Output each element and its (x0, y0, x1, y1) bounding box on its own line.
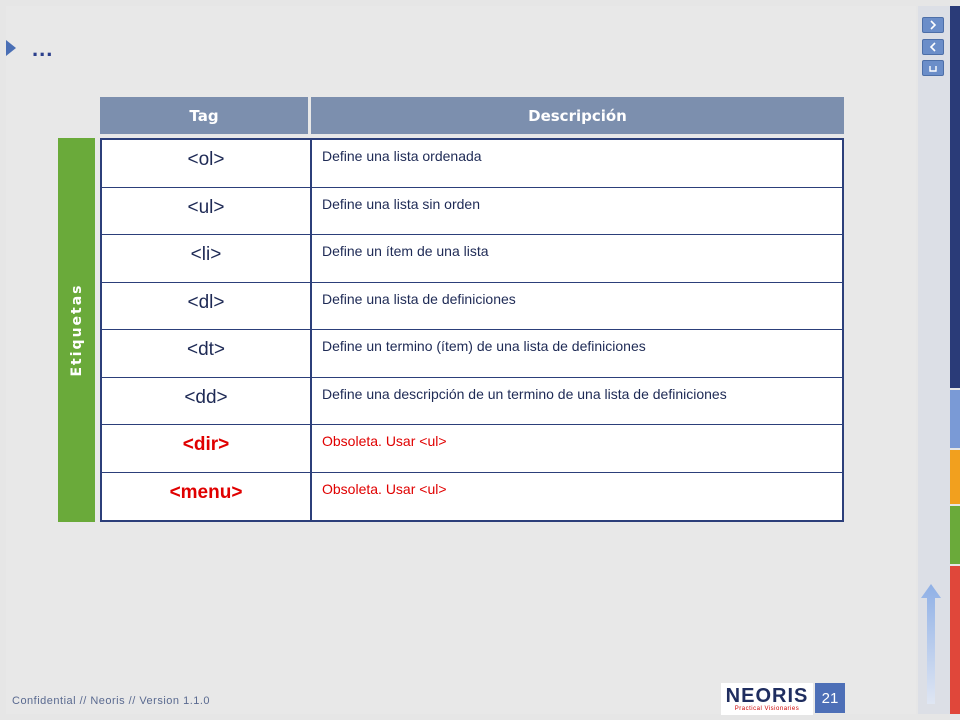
table-row (102, 378, 842, 426)
table-row-obsolete (102, 425, 842, 473)
tag-cell: <ol> (102, 140, 312, 187)
tag-cell: <dl> (102, 283, 312, 330)
footer-text: Confidential // Neoris // Version 1.1.0 (12, 695, 211, 707)
tags-table (100, 138, 844, 522)
logo-text: NEORIS (725, 685, 809, 707)
description-cell: Define un termino (ítem) de una lista de definiciones (322, 338, 646, 354)
chevron-right-icon (928, 20, 938, 30)
header-tag: Tag (100, 97, 308, 134)
table-row-obsolete (102, 473, 842, 521)
description-cell: Obsoleta. Usar <ul> (322, 480, 447, 497)
tag-cell: <dd> (102, 378, 312, 425)
accent-bar-orange (950, 450, 960, 504)
tag-cell: <menu> (102, 473, 312, 521)
table-row (102, 330, 842, 378)
table-row (102, 283, 842, 331)
chevron-left-icon (928, 42, 938, 52)
table-row (102, 235, 842, 283)
description-cell: Define una lista de definiciones (322, 290, 516, 307)
next-slide-button[interactable] (922, 17, 944, 33)
description-cell: Define un ítem de una lista (322, 243, 489, 259)
table-row (102, 140, 842, 188)
accent-bar-green (950, 506, 960, 564)
menu-button[interactable] (922, 60, 944, 76)
tag-cell: <dt> (102, 330, 312, 377)
header-description: Descripción (311, 97, 844, 134)
logo-tagline: Practical Visionaries (734, 706, 800, 712)
description-cell: Define una descripción de un termino de una lista de definiciones (322, 385, 727, 402)
side-label-text: Etiquetas (68, 283, 85, 377)
description-cell: Define una lista ordenada (322, 148, 482, 164)
table-row (102, 188, 842, 236)
description-cell: Define una lista sin orden (322, 195, 480, 212)
accent-bar-navy (950, 6, 960, 388)
neoris-logo (721, 683, 813, 715)
prev-slide-button[interactable] (922, 39, 944, 55)
page-number: 21 (815, 683, 845, 713)
title-arrow-icon (6, 40, 16, 56)
accent-bar-light-blue (950, 390, 960, 448)
up-arrow-icon (921, 584, 941, 704)
tag-cell: <li> (102, 235, 312, 282)
accent-bar-red (950, 566, 960, 714)
slide-title: ... (32, 36, 54, 61)
tag-cell: <ul> (102, 188, 312, 235)
table-header (100, 97, 844, 134)
side-label-etiquetas (58, 138, 95, 522)
tag-cell: <dir> (102, 425, 312, 472)
bracket-icon (928, 63, 938, 73)
description-cell: Obsoleta. Usar <ul> (322, 433, 447, 449)
